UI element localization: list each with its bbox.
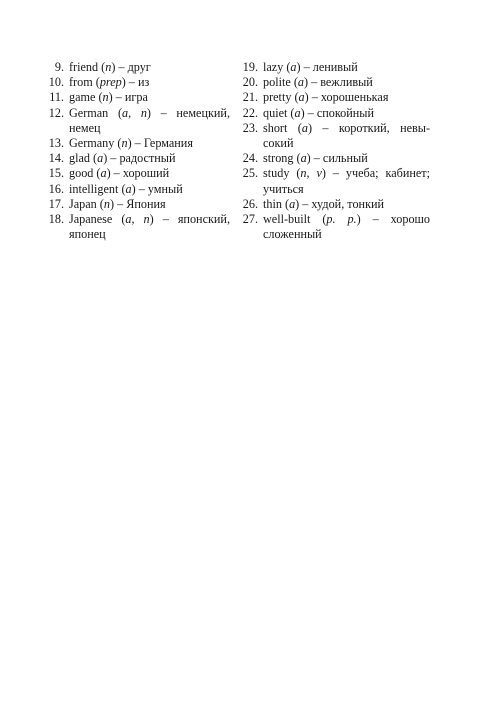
entry-pos: n bbox=[103, 196, 110, 211]
entry-number: 18. bbox=[48, 212, 64, 227]
entry-pos: a bbox=[294, 105, 301, 120]
entry-pos: a bbox=[97, 151, 104, 166]
entry-number: 20. bbox=[242, 75, 258, 90]
vocabulary-entry: 15. good (a) – хороший bbox=[40, 166, 230, 181]
vocabulary-entry: 22. quiet (a) – спокойный bbox=[234, 106, 430, 121]
entry-translation: хорошо сложенный bbox=[263, 212, 431, 242]
entry-translation: сильный bbox=[322, 151, 368, 166]
entry-translation: хорошенькая bbox=[320, 90, 389, 105]
entry-pos: a bbox=[125, 181, 132, 196]
entry-translation: короткий, невы-сокий bbox=[263, 120, 431, 151]
vocabulary-entry: 10. from (prep) – из bbox=[40, 75, 230, 90]
entry-pos: a bbox=[298, 90, 305, 105]
entry-translation: спокойный bbox=[316, 105, 375, 120]
entry-term: lazy bbox=[263, 60, 284, 74]
entry-pos: p. p. bbox=[326, 212, 357, 227]
entry-pos: a bbox=[289, 196, 296, 211]
vocabulary-entry: 19. lazy (a) – ленивый bbox=[234, 60, 430, 75]
entry-term: good bbox=[69, 166, 94, 181]
entry-number: 24. bbox=[242, 151, 258, 166]
entry-number: 22. bbox=[242, 105, 258, 120]
entry-translation: умный bbox=[147, 181, 183, 196]
entry-translation: худой, тонкий bbox=[311, 196, 385, 211]
entry-translation: из bbox=[137, 75, 150, 90]
vocabulary-column-right bbox=[234, 60, 430, 242]
vocabulary-entry: 23. short (a) – короткий, невы-сокий bbox=[234, 121, 430, 151]
entry-term: pretty bbox=[263, 90, 292, 105]
entry-number: 16. bbox=[48, 181, 64, 196]
entry-term: Japanese bbox=[69, 212, 113, 227]
entry-term: Japan bbox=[69, 196, 97, 211]
entry-number: 23. bbox=[242, 120, 258, 135]
vocabulary-entry: 24. strong (a) – сильный bbox=[234, 151, 430, 166]
vocabulary-entry: 18. Japanese (a, n) – японский, японец bbox=[40, 212, 230, 242]
entry-translation: немецкий, немец bbox=[69, 105, 230, 135]
entry-term: game bbox=[69, 90, 96, 105]
vocabulary-entry: 25. study (n, v) – учеба; кабинет; учиться bbox=[234, 166, 430, 196]
entry-translation: хороший bbox=[122, 166, 170, 181]
vocabulary-entry: 20. polite (a) – вежливый bbox=[234, 75, 430, 90]
entry-term: polite bbox=[263, 75, 291, 90]
vocabulary-entry: 21. pretty (a) – хорошенькая bbox=[234, 90, 430, 105]
entry-translation: вежливый bbox=[320, 75, 373, 90]
entry-translation: ленивый bbox=[312, 60, 358, 74]
entry-term: study bbox=[263, 166, 290, 181]
vocabulary-entry: 14. glad (a) – радостный bbox=[40, 151, 230, 166]
entry-number: 11. bbox=[49, 90, 64, 105]
entry-pos: a bbox=[301, 120, 308, 135]
entry-pos: n bbox=[121, 136, 128, 151]
entry-term: quiet bbox=[263, 105, 288, 120]
entry-pos: prep bbox=[99, 75, 122, 90]
entry-pos: a bbox=[297, 75, 304, 90]
entry-translation: учеба; кабинет; учиться bbox=[263, 166, 430, 196]
entry-term: short bbox=[263, 120, 288, 135]
entry-number: 9. bbox=[54, 60, 64, 74]
entry-number: 12. bbox=[48, 105, 64, 120]
entry-number: 21. bbox=[242, 90, 258, 105]
vocabulary-entry: 11. game (n) – игра bbox=[40, 90, 230, 105]
entry-pos: a bbox=[290, 60, 297, 74]
vocabulary-entry: 9. friend (n) – друг bbox=[40, 60, 230, 75]
vocabulary-entry: 12. German (a, n) – немецкий, немец bbox=[40, 106, 230, 136]
entry-number: 26. bbox=[242, 196, 258, 211]
entry-term: intelligent bbox=[69, 181, 119, 196]
entry-number: 14. bbox=[48, 151, 64, 166]
vocabulary-entry: 16. intelligent (a) – умный bbox=[40, 182, 230, 197]
entry-translation: Германия bbox=[143, 136, 193, 151]
vocabulary-entry: 27. well-built (p. p.) – хорошо сложенный bbox=[234, 212, 430, 242]
entry-pos: n bbox=[105, 60, 112, 74]
entry-pos: n bbox=[102, 90, 109, 105]
entry-term: thin bbox=[263, 196, 282, 211]
entry-translation: радостный bbox=[119, 151, 176, 166]
entry-number: 25. bbox=[242, 166, 258, 181]
entry-pos: a bbox=[100, 166, 107, 181]
entry-number: 27. bbox=[242, 212, 258, 227]
entry-term: glad bbox=[69, 151, 90, 166]
vocabulary-entry: 26. thin (a) – худой, тонкий bbox=[234, 197, 430, 212]
vocabulary-entry: 17. Japan (n) – Япония bbox=[40, 197, 230, 212]
entry-pos: a bbox=[300, 151, 307, 166]
entry-term: strong bbox=[263, 151, 294, 166]
entry-number: 19. bbox=[242, 60, 258, 74]
entry-translation: друг bbox=[127, 60, 151, 74]
entry-term: well-built bbox=[263, 212, 311, 227]
entry-translation: Япония bbox=[126, 196, 166, 211]
vocabulary-column-left bbox=[40, 60, 230, 242]
entry-pos: n, v bbox=[300, 166, 322, 181]
entry-number: 17. bbox=[48, 196, 64, 211]
entry-translation: японский, японец bbox=[69, 212, 230, 242]
entry-term: German bbox=[69, 105, 109, 120]
entry-number: 15. bbox=[48, 166, 64, 181]
entry-number: 10. bbox=[48, 75, 64, 90]
entry-term: friend bbox=[69, 60, 99, 74]
entry-pos: a, n bbox=[122, 105, 147, 120]
entry-translation: игра bbox=[124, 90, 148, 105]
entry-term: from bbox=[69, 75, 93, 90]
entry-pos: a, n bbox=[125, 212, 150, 227]
vocabulary-entry: 13. Germany (n) – Германия bbox=[40, 136, 230, 151]
entry-term: Germany bbox=[69, 136, 115, 151]
entry-number: 13. bbox=[48, 136, 64, 151]
